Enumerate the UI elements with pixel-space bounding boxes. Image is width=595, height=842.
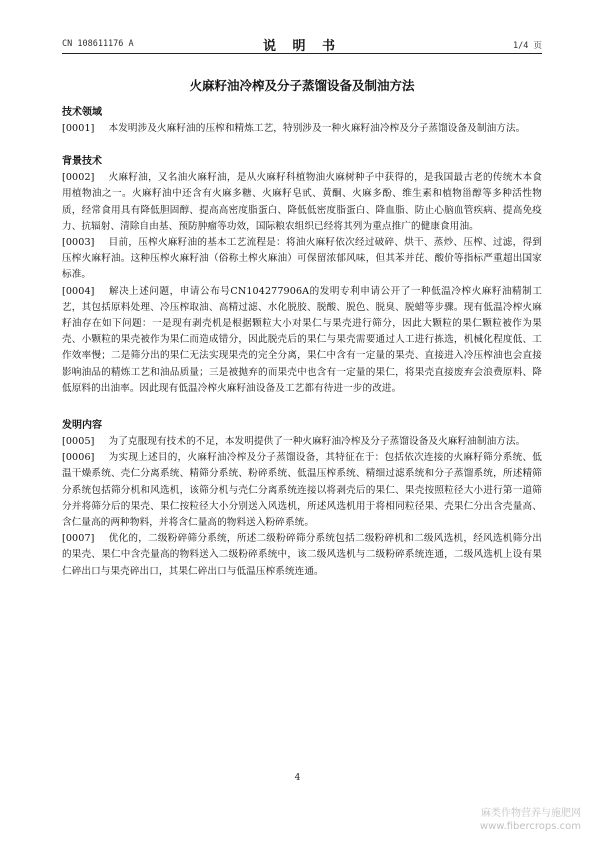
paragraph <box>62 450 542 531</box>
paragraph <box>62 121 542 137</box>
paragraph <box>62 434 542 450</box>
paragraph-number: [0002] <box>62 172 95 184</box>
paragraph-number: [0001] <box>62 123 95 134</box>
document-title: 火麻籽油冷榨及分子蒸馏设备及制油方法 <box>189 78 415 93</box>
section-background <box>62 155 542 397</box>
section-heading: 发明内容 <box>62 420 102 432</box>
paragraph-number: [0007] <box>62 533 95 545</box>
section-invention-content <box>62 419 542 580</box>
document-type: 说 明 书 <box>262 39 342 54</box>
section-heading: 背景技术 <box>62 156 102 168</box>
section-technical-field <box>62 106 542 137</box>
watermark-url: www.fibercrops.com <box>479 821 581 832</box>
paragraph-text: 为实现上述目的，火麻籽油冷榨及分子蒸馏设备，其特征在于：包括依次连接的火麻籽筛分系统、低温干燥系统、壳仁分离系统、精筛分系统、粉碎系统、低温压榨系统、精细过滤系统和分子蒸馏系统，所述精筛分系统包括筛分机和风选机，该筛分机与壳仁分离系统连接以将剥壳后的果仁、果壳按照粒径大小进行第一道筛分并将筛分后的果壳、果仁按粒径大小分别送入风选机，所述风选机用于将相同粒径果、壳果仁分出含壳量高、含仁量高的两种物料，并将含仁量高的物料送入粉碎系统。 <box>62 452 542 529</box>
paragraph-number: [0005] <box>62 436 95 448</box>
page-number: 4 <box>294 773 301 783</box>
paragraph-text: 为了克服现有技术的不足，本发明提供了一种火麻籽油冷榨及分子蒸馏设备及火麻籽油制油方法。 <box>108 436 526 448</box>
page-indicator: 1/4 页 <box>513 41 542 51</box>
patent-number: CN 108611176 A <box>62 39 134 49</box>
paragraph-number: [0004] <box>62 285 95 297</box>
paragraph-text: 目前，压榨火麻籽油的基本工艺流程是：将油火麻籽依次经过破碎、烘干、蒸炒、压榨、过滤，得到压榨火麻籽油。这种压榨火麻籽油（俗称土榨火麻油）可保留浓郁风味，但其苯并芘、酸价等指标严重超出国家标准。 <box>62 237 542 281</box>
paragraph-number: [0006] <box>62 452 95 464</box>
paragraph <box>62 284 542 397</box>
document-body <box>62 106 542 580</box>
paragraph-number: [0003] <box>62 237 95 249</box>
watermark-line: 麻类作物营养与施肥网 <box>481 808 581 819</box>
site-watermark <box>480 807 581 833</box>
paragraph <box>62 235 542 284</box>
page-header <box>62 35 542 54</box>
paragraph-text: 本发明涉及火麻籽油的压榨和精炼工艺，特别涉及一种火麻籽油冷榨及分子蒸馏设备及制油方法。 <box>108 123 526 134</box>
paragraph-text: 火麻籽油，又名油火麻籽油，是从火麻籽科植物油火麻树种子中获得的，是我国最古老的传统木本食用植物油之一。火麻籽油中还含有火麻多糖、火麻籽皂甙、黄酮、火麻多酚、维生素和植物甾醇等多种活性物质，经常食用具有降低胆固醇、提高高密度脂蛋白、降低低密度脂蛋白、降血脂、防止心脑血管疾病、提高免疫力、抗辐射、清除自由基、预防肿瘤等功效，国际粮农组织已经将其列为重点推广的健康食用油。 <box>62 172 542 232</box>
paragraph-text: 优化的，二级粉碎筛分系统，所述二级粉碎筛分系统包括二级粉碎机和二级风选机，经风选机筛分出的果壳、果仁中含壳量高的物料送入二级粉碎系统中，该二级风选机与二级粉碎系统连通，二级风选机上设有果仁碎出口与果壳碎出口，其果仁碎出口与低温压榨系统连通。 <box>62 533 542 577</box>
paragraph <box>62 170 542 235</box>
section-heading: 技术领域 <box>62 107 102 118</box>
paragraph <box>62 531 542 580</box>
paragraph-text: 解决上述问题，申请公布号CN104277906A的发明专利申请公开了一种低温冷榨火麻籽油精制工艺，其包括原料处理、冷压榨取油、高精过滤、水化脱胶、脱酸、脱色、脱臭、脱蜡等步骤。现有低温冷榨火麻籽油存在如下问题：一是现有剥壳机是根据颗粒大小对果仁与果壳进行筛分，因此大颗粒的果仁颗粒被作为果壳、小颗粒的果壳被作为果仁而造成错分，因此脱壳后的果仁与果壳需要通过人工进行拣选，机械化程度低、工作效率慢；二是筛分出的果仁无法实现果壳的完全分离，果仁中含有一定量的果壳、直接进入冷压榨油也会直接影响油品的精炼工艺和油品质量；三是被抛弃的而果壳中也含有一定量的果仁，将果壳直接废弃会浪费原料、降低原料的出油率。因此现有低温冷榨火麻籽油设备及工艺都有待进一步的改进。 <box>62 285 542 394</box>
